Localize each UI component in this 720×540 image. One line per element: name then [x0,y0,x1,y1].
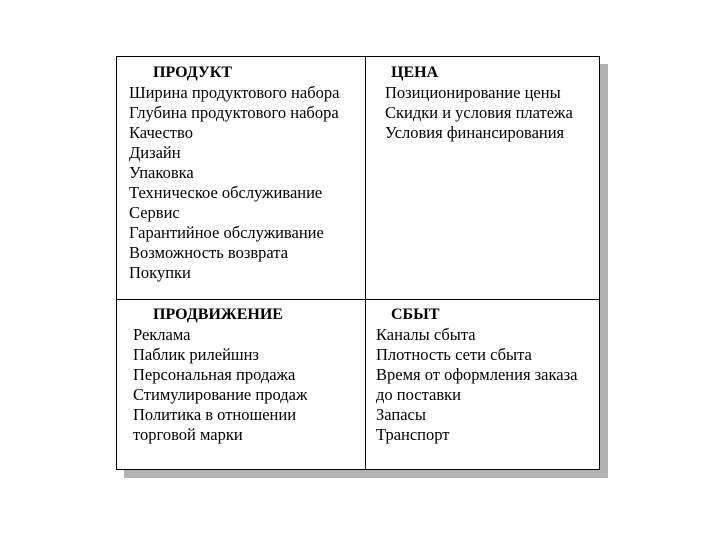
product-item: Дизайн [129,143,181,162]
product-item: Гарантийное обслуживание [129,223,324,242]
place-list [376,325,577,445]
place-item: Каналы сбыта [376,325,476,344]
product-item: Сервис [129,203,180,222]
promotion-item: Персональная продажа [133,365,296,384]
price-item: Скидки и условия платежа [385,103,573,122]
promotion-list [133,325,307,445]
place-item: Транспорт [376,425,450,444]
product-quadrant [129,65,339,283]
product-item: Ширина продуктового набора [129,83,340,102]
horizontal-divider [117,299,599,300]
marketing-mix-table [116,56,600,470]
product-heading: ПРОДУКТ [153,64,232,81]
place-item: до поставки [376,385,461,404]
price-item: Позиционирование цены [385,83,561,102]
promotion-quadrant [133,307,307,445]
promotion-heading: ПРОДВИЖЕНИЕ [153,306,283,323]
place-item: Время от оформления заказа [376,365,578,384]
product-list [129,83,339,283]
promotion-item: Реклама [133,325,191,344]
product-item: Упаковка [129,163,194,182]
place-quadrant [376,307,577,445]
place-heading: СБЫТ [391,306,440,323]
price-list [385,83,573,143]
product-item: Покупки [129,263,191,282]
place-item: Запасы [376,405,426,424]
promotion-item: Паблик рилейшнз [133,345,259,364]
price-item: Условия финансирования [385,123,565,142]
product-item: Качество [129,123,193,142]
promotion-item: Стимулирование продаж [133,385,308,404]
product-item: Глубина продуктового набора [129,103,339,122]
vertical-divider [365,57,366,469]
price-heading: ЦЕНА [391,64,439,81]
promotion-item: Политика в отношении [133,405,297,424]
product-item: Техническое обслуживание [129,183,323,202]
price-quadrant [385,65,573,143]
product-item: Возможность возврата [129,243,289,262]
promotion-item: торговой марки [133,425,243,444]
place-item: Плотность сети сбыта [376,345,532,364]
